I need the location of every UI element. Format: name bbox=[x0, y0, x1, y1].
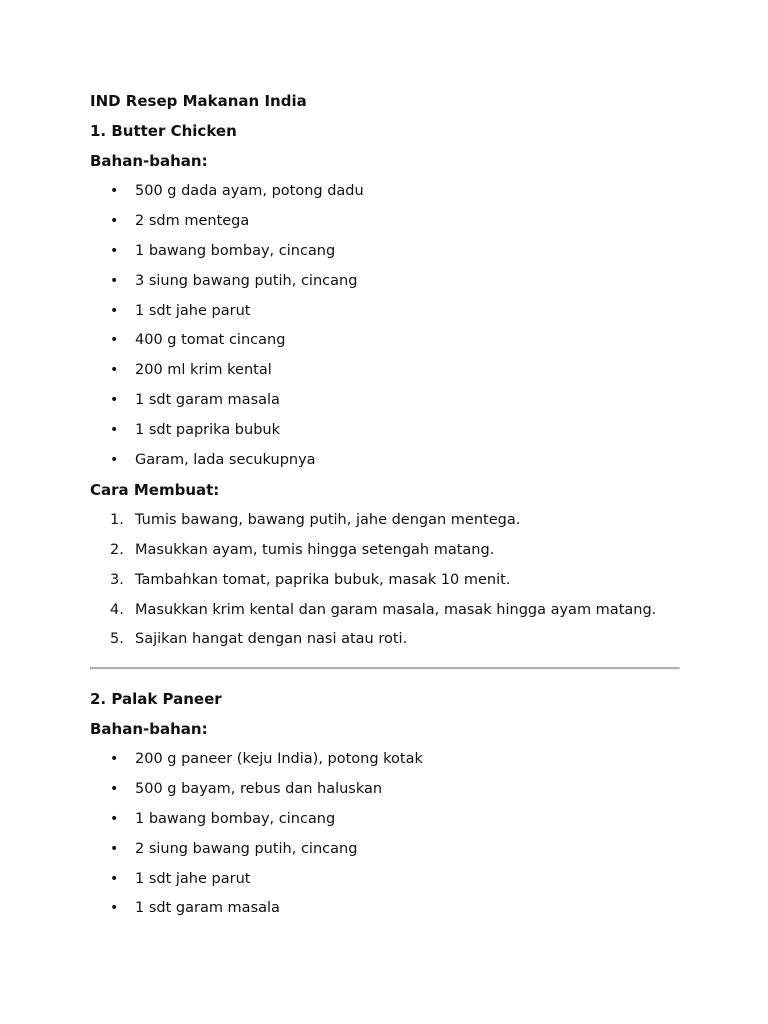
bullet-icon: • bbox=[110, 780, 119, 797]
ingredient-item bbox=[90, 361, 680, 391]
ingredient-item bbox=[90, 331, 680, 361]
step-item bbox=[90, 630, 680, 660]
bullet-icon: • bbox=[110, 900, 119, 917]
ingredient-item bbox=[90, 212, 680, 242]
step-text: Tambahkan tomat, paprika bubuk, masak 10 menit. bbox=[135, 571, 511, 588]
ingredient-text: 2 siung bawang putih, cincang bbox=[135, 840, 358, 857]
ingredient-item bbox=[90, 391, 680, 421]
ingredient-text: 400 g tomat cincang bbox=[135, 332, 286, 349]
ingredient-text: 200 ml krim kental bbox=[135, 362, 272, 379]
ingredient-text: 1 sdt jahe parut bbox=[135, 302, 251, 319]
bullet-icon: • bbox=[110, 751, 119, 767]
ingredient-text: 1 bawang bombay, cincang bbox=[135, 242, 336, 259]
step-item bbox=[90, 511, 680, 541]
ingredient-text: 1 sdt jahe parut bbox=[135, 870, 251, 887]
section-divider bbox=[90, 667, 680, 670]
recipe-butter-chicken bbox=[90, 122, 680, 660]
ingredients-list bbox=[90, 750, 680, 929]
ingredient-item bbox=[90, 810, 680, 840]
ingredients-list bbox=[90, 182, 680, 481]
ingredient-item bbox=[90, 840, 680, 870]
step-text: Tumis bawang, bawang putih, jahe dengan mentega. bbox=[135, 511, 521, 528]
step-item bbox=[90, 571, 680, 601]
step-number: 4. bbox=[110, 601, 124, 618]
ingredient-text: 1 sdt garam masala bbox=[135, 900, 280, 917]
recipe-heading: 2. Palak Paneer bbox=[90, 690, 222, 708]
bullet-icon: • bbox=[110, 840, 119, 857]
bullet-icon: • bbox=[110, 302, 119, 319]
ingredient-item bbox=[90, 272, 680, 302]
step-number: 1. bbox=[110, 511, 124, 528]
bullet-icon: • bbox=[110, 870, 119, 887]
step-number: 3. bbox=[110, 571, 124, 588]
ingredient-item bbox=[90, 780, 680, 810]
bullet-icon: • bbox=[110, 332, 119, 349]
ingredient-item bbox=[90, 451, 680, 481]
ingredient-text: 1 bawang bombay, cincang bbox=[135, 810, 336, 827]
step-item bbox=[90, 541, 680, 571]
step-number: 2. bbox=[110, 541, 124, 558]
ingredient-text: 1 sdt paprika bubuk bbox=[135, 422, 280, 439]
step-item bbox=[90, 601, 680, 631]
ingredient-text: 200 g paneer (keju India), potong kotak bbox=[135, 751, 423, 767]
bullet-icon: • bbox=[110, 242, 119, 259]
step-text: Sajikan hangat dengan nasi atau roti. bbox=[135, 631, 408, 648]
bullet-icon: • bbox=[110, 183, 119, 199]
steps-label: Cara Membuat: bbox=[90, 480, 220, 499]
ingredient-text: 3 siung bawang putih, cincang bbox=[135, 272, 358, 289]
ingredient-text: Garam, lada secukupnya bbox=[135, 452, 316, 469]
ingredient-item bbox=[90, 242, 680, 272]
ingredient-item bbox=[90, 750, 680, 780]
bullet-icon: • bbox=[110, 422, 119, 439]
recipe-heading: 1. Butter Chicken bbox=[90, 122, 237, 140]
ingredient-item bbox=[90, 899, 680, 929]
bullet-icon: • bbox=[110, 362, 119, 379]
bullet-icon: • bbox=[110, 452, 119, 469]
ingredient-item bbox=[90, 870, 680, 900]
ingredients-label: Bahan-bahan: bbox=[90, 720, 208, 738]
ingredient-item bbox=[90, 302, 680, 332]
ingredient-text: 500 g dada ayam, potong dadu bbox=[135, 183, 364, 199]
ingredient-text: 1 sdt garam masala bbox=[135, 392, 280, 409]
ingredient-text: 2 sdm mentega bbox=[135, 212, 250, 229]
ingredient-item bbox=[90, 421, 680, 451]
steps-list bbox=[90, 511, 680, 660]
step-text: Masukkan krim kental dan garam masala, masak hingga ayam matang. bbox=[135, 601, 657, 618]
ingredient-text: 500 g bayam, rebus dan haluskan bbox=[135, 780, 383, 797]
ingredients-label: Bahan-bahan: bbox=[90, 152, 208, 170]
ingredient-item bbox=[90, 182, 680, 212]
step-number: 5. bbox=[110, 631, 124, 648]
recipe-palak-paneer bbox=[90, 690, 680, 929]
bullet-icon: • bbox=[110, 810, 119, 827]
document-title: IND Resep Makanan India bbox=[90, 92, 307, 110]
bullet-icon: • bbox=[110, 392, 119, 409]
bullet-icon: • bbox=[110, 272, 119, 289]
bullet-icon: • bbox=[110, 212, 119, 229]
step-text: Masukkan ayam, tumis hingga setengah matang. bbox=[135, 541, 495, 558]
